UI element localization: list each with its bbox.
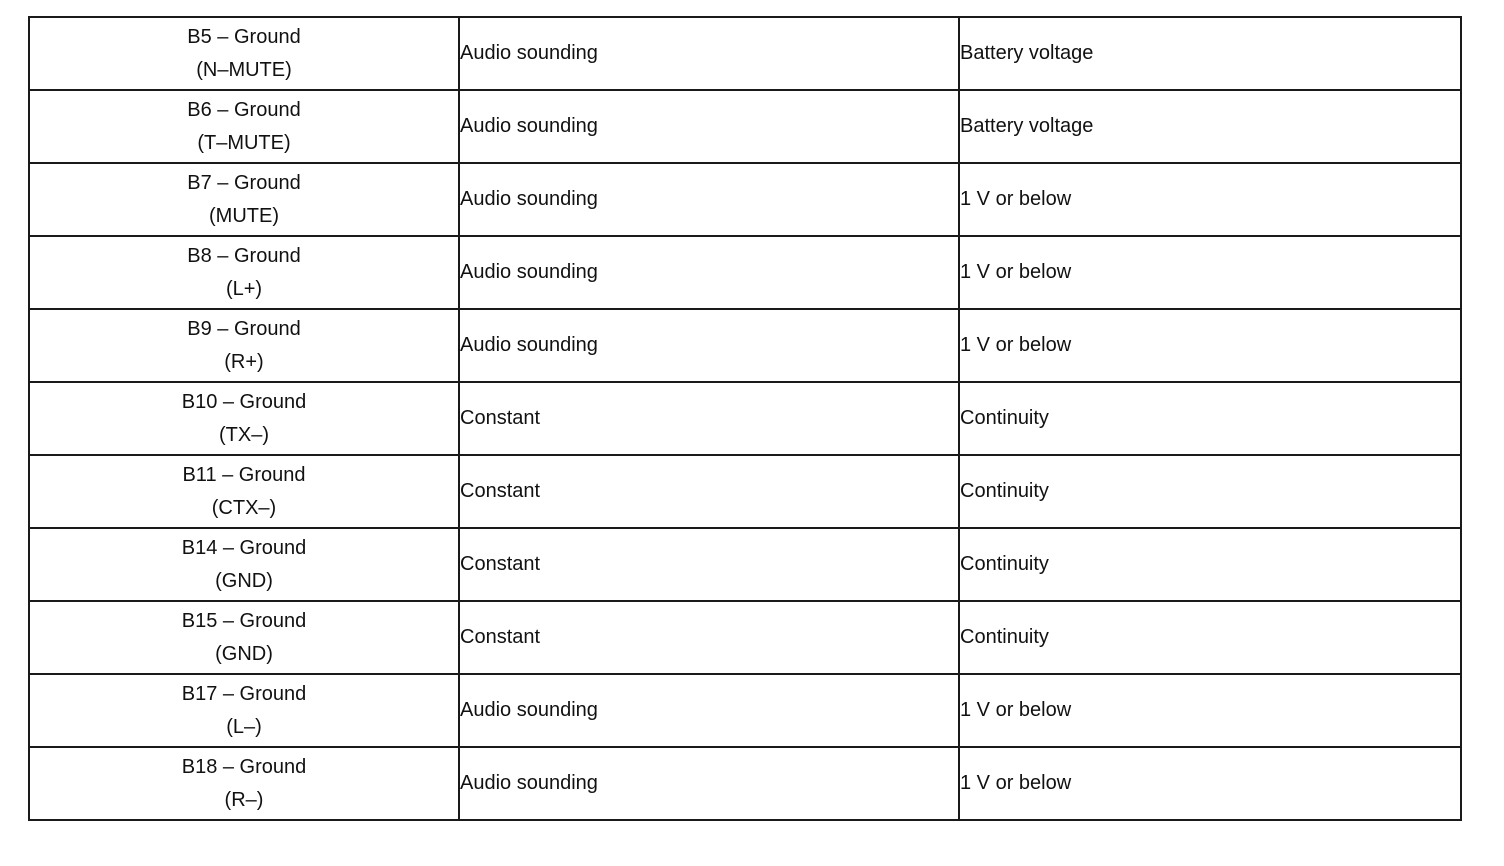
specified-condition-cell: Continuity — [959, 601, 1461, 674]
table-row — [29, 236, 1461, 309]
specified-condition-cell: 1 V or below — [959, 163, 1461, 236]
terminal-cell — [29, 601, 459, 674]
terminal-cell — [29, 528, 459, 601]
terminal-cell — [29, 90, 459, 163]
signal-label: (L–) — [226, 715, 262, 738]
terminal-cell — [29, 455, 459, 528]
table-row — [29, 17, 1461, 90]
signal-label: (GND) — [215, 642, 273, 665]
specified-condition-cell: Continuity — [959, 528, 1461, 601]
terminal-label: B9 – Ground — [187, 317, 301, 340]
specified-condition-cell: Battery voltage — [959, 17, 1461, 90]
signal-label: (R+) — [224, 350, 264, 373]
signal-label: (GND) — [215, 569, 273, 592]
table-row — [29, 747, 1461, 820]
signal-label: (TX–) — [219, 423, 269, 446]
specified-condition-cell: 1 V or below — [959, 236, 1461, 309]
specified-condition-cell: 1 V or below — [959, 309, 1461, 382]
terminal-label: B17 – Ground — [181, 682, 307, 705]
terminal-label: B18 – Ground — [181, 755, 307, 778]
table-row — [29, 528, 1461, 601]
specified-condition-cell: Continuity — [959, 455, 1461, 528]
specified-condition-cell: Continuity — [959, 382, 1461, 455]
condition-cell: Audio sounding — [459, 163, 959, 236]
signal-label: (L+) — [225, 277, 263, 300]
terminal-label: B15 – Ground — [181, 609, 307, 632]
terminal-label: B8 – Ground — [187, 244, 301, 267]
specified-condition-cell: 1 V or below — [959, 747, 1461, 820]
condition-cell: Constant — [459, 601, 959, 674]
condition-cell: Audio sounding — [459, 90, 959, 163]
terminal-check-table — [28, 16, 1462, 821]
condition-cell: Audio sounding — [459, 747, 959, 820]
signal-label: (T–MUTE) — [197, 131, 291, 154]
terminal-label: B5 – Ground — [187, 25, 301, 48]
terminal-label: B6 – Ground — [187, 98, 301, 121]
terminal-cell — [29, 747, 459, 820]
signal-label: (CTX–) — [211, 496, 277, 519]
condition-cell: Constant — [459, 455, 959, 528]
terminal-cell — [29, 163, 459, 236]
table-row — [29, 90, 1461, 163]
terminal-cell — [29, 674, 459, 747]
terminal-cell — [29, 236, 459, 309]
condition-cell: Constant — [459, 528, 959, 601]
terminal-cell — [29, 382, 459, 455]
condition-cell: Audio sounding — [459, 674, 959, 747]
signal-label: (R–) — [224, 788, 264, 811]
document-page — [28, 16, 1460, 821]
signal-label: (N–MUTE) — [196, 58, 292, 81]
table-row — [29, 382, 1461, 455]
signal-label: (MUTE) — [209, 204, 279, 227]
condition-cell: Audio sounding — [459, 236, 959, 309]
terminal-label: B7 – Ground — [187, 171, 301, 194]
terminal-label: B10 – Ground — [181, 390, 307, 413]
condition-cell: Audio sounding — [459, 309, 959, 382]
terminal-cell — [29, 309, 459, 382]
table-row — [29, 309, 1461, 382]
specified-condition-cell: Battery voltage — [959, 90, 1461, 163]
specified-condition-cell: 1 V or below — [959, 674, 1461, 747]
condition-cell: Constant — [459, 382, 959, 455]
table-row — [29, 674, 1461, 747]
table-row — [29, 455, 1461, 528]
terminal-label: B14 – Ground — [181, 536, 307, 559]
condition-cell: Audio sounding — [459, 17, 959, 90]
terminal-label: B11 – Ground — [182, 463, 306, 486]
table-row — [29, 163, 1461, 236]
terminal-cell — [29, 17, 459, 90]
table-row — [29, 601, 1461, 674]
